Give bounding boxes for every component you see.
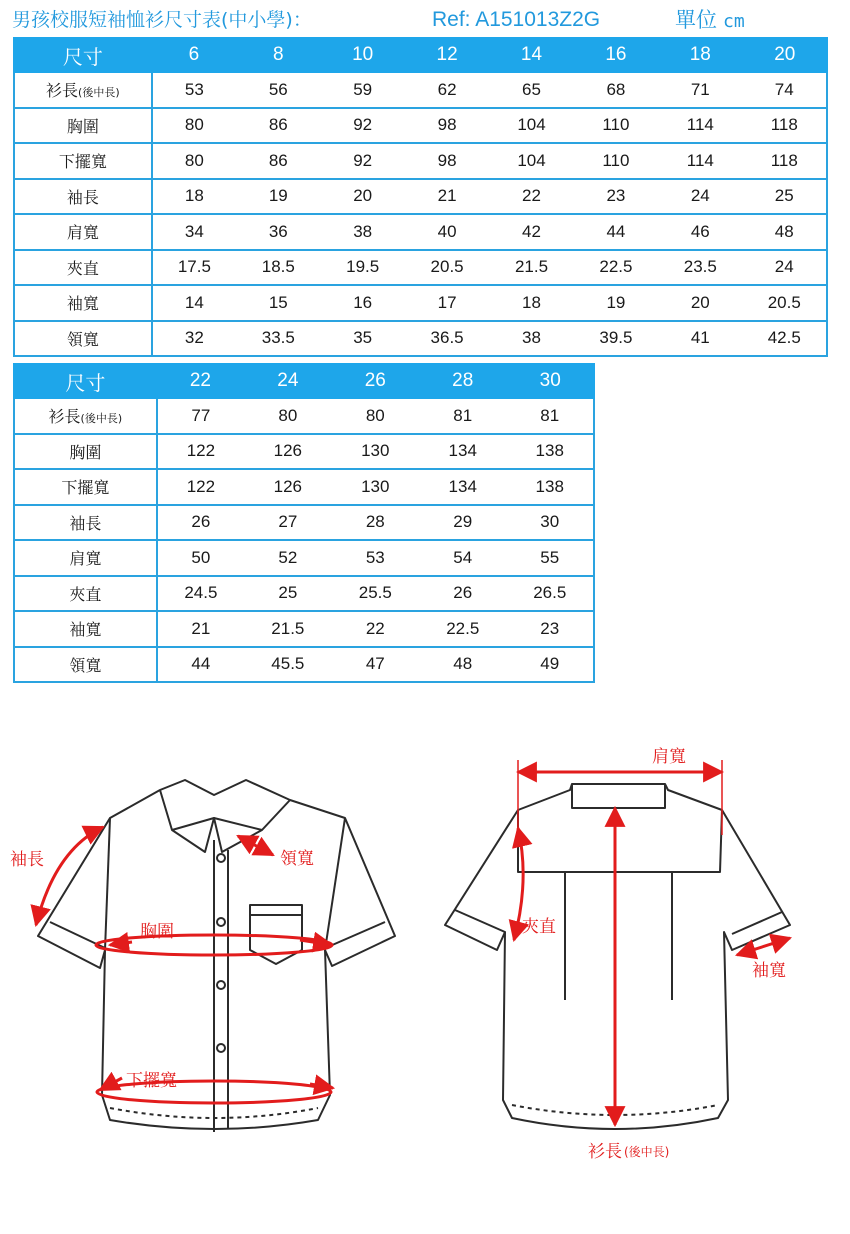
size-column-header: 28 [419, 364, 506, 398]
row-label-text: 肩寬 [69, 549, 102, 569]
table-cell: 49 [506, 647, 594, 683]
table-cell: 62 [405, 72, 489, 108]
table-cell: 26.5 [506, 576, 594, 612]
label-chest: 胸圍 [140, 922, 174, 942]
table-cell: 19 [574, 285, 658, 321]
table-cell: 22.5 [574, 250, 658, 286]
table-cell: 98 [405, 143, 489, 179]
table-cell: 92 [320, 143, 404, 179]
table-cell: 118 [743, 108, 827, 144]
row-label [14, 250, 152, 286]
table-cell: 110 [574, 143, 658, 179]
size-column-header: 8 [236, 38, 320, 72]
sleeve-width-arrow [737, 938, 790, 955]
table-cell: 29 [419, 505, 506, 541]
size-column-header: 12 [405, 38, 489, 72]
table-cell: 53 [152, 72, 236, 108]
row-label [14, 505, 157, 541]
back-shirt-outline [445, 784, 790, 1129]
table-cell: 22 [489, 179, 573, 215]
table-cell: 138 [506, 469, 594, 505]
unit-label: 單位 [675, 8, 717, 32]
table-row [14, 540, 594, 576]
table-cell: 54 [419, 540, 506, 576]
table-row [14, 214, 827, 250]
table-cell: 80 [152, 108, 236, 144]
label-length-small: (後中長) [624, 1145, 670, 1159]
table-cell: 34 [152, 214, 236, 250]
table-cell: 20.5 [743, 285, 827, 321]
table-cell: 44 [574, 214, 658, 250]
chart-title: 男孩校服短袖恤衫尺寸表(中小學)： [12, 9, 312, 31]
label-length-main: 衫長 [588, 1142, 622, 1162]
table-cell: 110 [574, 108, 658, 144]
label-collar-width: 領寬 [280, 849, 314, 869]
table-cell: 26 [419, 576, 506, 612]
table-cell: 104 [489, 143, 573, 179]
table-cell: 35 [320, 321, 404, 357]
table-cell: 126 [244, 434, 331, 470]
table-cell: 33.5 [236, 321, 320, 357]
table-cell: 98 [405, 108, 489, 144]
table-row [14, 505, 594, 541]
size-column-header: 30 [506, 364, 594, 398]
table-cell: 23 [506, 611, 594, 647]
table-cell: 55 [506, 540, 594, 576]
table-cell: 46 [658, 214, 742, 250]
table-cell: 80 [152, 143, 236, 179]
table-cell: 68 [574, 72, 658, 108]
unit-value: cm [723, 11, 745, 32]
table-row [14, 398, 594, 434]
row-label-note: (後中長) [78, 86, 120, 100]
table-cell: 52 [244, 540, 331, 576]
row-label [14, 398, 157, 434]
table-cell: 118 [743, 143, 827, 179]
table-cell: 50 [157, 540, 244, 576]
table-cell: 92 [320, 108, 404, 144]
table-cell: 18 [152, 179, 236, 215]
table-cell: 22 [332, 611, 419, 647]
row-label [14, 434, 157, 470]
row-label-text: 胸圍 [66, 116, 99, 136]
label-length [588, 1142, 669, 1162]
row-label-text: 領寬 [69, 655, 102, 675]
chart-title-bar [12, 4, 842, 36]
table-cell: 25 [244, 576, 331, 612]
row-label [14, 611, 157, 647]
row-label-text: 衫長 [46, 81, 79, 101]
table-row [14, 321, 827, 357]
table-row [14, 72, 827, 108]
size-column-header: 16 [574, 38, 658, 72]
table-cell: 19.5 [320, 250, 404, 286]
table-cell: 18 [489, 285, 573, 321]
table-cell: 44 [157, 647, 244, 683]
table-cell: 17 [405, 285, 489, 321]
table-cell: 28 [332, 505, 419, 541]
row-label-text: 袖寬 [69, 620, 102, 640]
table-row [14, 469, 594, 505]
table-cell: 21.5 [244, 611, 331, 647]
table-cell: 56 [236, 72, 320, 108]
row-label-note: (後中長) [80, 412, 123, 426]
table-cell: 47 [332, 647, 419, 683]
row-label-text: 袖寬 [66, 294, 99, 314]
size-table-small [13, 37, 828, 357]
table-cell: 86 [236, 143, 320, 179]
table-cell: 114 [658, 108, 742, 144]
row-label [14, 143, 152, 179]
table-cell: 71 [658, 72, 742, 108]
table-cell: 25 [743, 179, 827, 215]
row-label-text: 胸圍 [69, 442, 102, 462]
size-table-small-header-row [14, 38, 827, 72]
size-column-header: 18 [658, 38, 742, 72]
table-cell: 24 [743, 250, 827, 286]
table-cell: 14 [152, 285, 236, 321]
table-cell: 53 [332, 540, 419, 576]
label-sleeve-width: 袖寬 [752, 961, 786, 981]
table-cell: 21.5 [489, 250, 573, 286]
table-cell: 17.5 [152, 250, 236, 286]
table-cell: 48 [743, 214, 827, 250]
table-row [14, 179, 827, 215]
table-cell: 122 [157, 434, 244, 470]
label-hem-width: 下擺寬 [126, 1071, 177, 1091]
size-header-label: 尺寸 [14, 364, 157, 398]
table-cell: 21 [157, 611, 244, 647]
table-cell: 42 [489, 214, 573, 250]
table-row [14, 285, 827, 321]
size-column-header: 14 [489, 38, 573, 72]
table-cell: 21 [405, 179, 489, 215]
table-cell: 25.5 [332, 576, 419, 612]
row-label [14, 179, 152, 215]
table-cell: 22.5 [419, 611, 506, 647]
sleeve-length-arrow [36, 827, 103, 925]
row-label-text: 衫長 [48, 407, 81, 427]
row-label-text: 領寬 [66, 329, 99, 349]
table-cell: 122 [157, 469, 244, 505]
table-cell: 16 [320, 285, 404, 321]
row-label [14, 576, 157, 612]
row-label [14, 214, 152, 250]
table-cell: 138 [506, 434, 594, 470]
table-cell: 45.5 [244, 647, 331, 683]
table-cell: 23 [574, 179, 658, 215]
row-label-text: 夾直 [66, 258, 99, 278]
table-cell: 81 [419, 398, 506, 434]
table-row [14, 143, 827, 179]
label-sleeve-length: 袖長 [10, 850, 44, 870]
table-row [14, 647, 594, 683]
size-column-header: 24 [244, 364, 331, 398]
table-cell: 126 [244, 469, 331, 505]
size-column-header: 22 [157, 364, 244, 398]
size-table-large [13, 363, 595, 683]
row-label-text: 袖長 [66, 187, 99, 207]
table-cell: 23.5 [658, 250, 742, 286]
table-cell: 20.5 [405, 250, 489, 286]
row-label [14, 469, 157, 505]
table-cell: 36.5 [405, 321, 489, 357]
chest-arrow-left [110, 942, 132, 945]
table-cell: 74 [743, 72, 827, 108]
table-cell: 104 [489, 108, 573, 144]
table-row [14, 434, 594, 470]
table-cell: 65 [489, 72, 573, 108]
table-cell: 38 [489, 321, 573, 357]
size-column-header: 20 [743, 38, 827, 72]
table-cell: 24.5 [157, 576, 244, 612]
unit-indicator [675, 4, 745, 38]
row-label [14, 321, 152, 357]
table-cell: 20 [320, 179, 404, 215]
table-cell: 40 [405, 214, 489, 250]
table-row [14, 108, 827, 144]
row-label-text: 夾直 [69, 584, 102, 604]
label-shoulder-width: 肩寬 [652, 747, 686, 767]
size-column-header: 10 [320, 38, 404, 72]
row-label [14, 647, 157, 683]
reference-code: Ref: A151013Z2G [432, 8, 601, 31]
table-cell: 36 [236, 214, 320, 250]
size-header-label: 尺寸 [14, 38, 152, 72]
table-cell: 24 [658, 179, 742, 215]
table-cell: 77 [157, 398, 244, 434]
table-cell: 80 [244, 398, 331, 434]
table-cell: 81 [506, 398, 594, 434]
table-cell: 130 [332, 434, 419, 470]
label-armhole: 夾直 [522, 917, 556, 937]
table-cell: 26 [157, 505, 244, 541]
row-label-text: 下擺寬 [61, 478, 110, 498]
size-table-large-header-row [14, 364, 594, 398]
collar-width-arrow [238, 836, 273, 855]
row-label [14, 285, 152, 321]
table-cell: 48 [419, 647, 506, 683]
table-cell: 134 [419, 434, 506, 470]
row-label-text: 肩寬 [66, 223, 99, 243]
table-cell: 19 [236, 179, 320, 215]
table-cell: 18.5 [236, 250, 320, 286]
table-cell: 134 [419, 469, 506, 505]
size-column-header: 6 [152, 38, 236, 72]
table-cell: 114 [658, 143, 742, 179]
measurement-diagram [0, 700, 850, 1234]
table-row [14, 611, 594, 647]
table-cell: 32 [152, 321, 236, 357]
table-cell: 38 [320, 214, 404, 250]
row-label [14, 72, 152, 108]
row-label [14, 540, 157, 576]
table-row [14, 576, 594, 612]
table-cell: 20 [658, 285, 742, 321]
row-label-text: 袖長 [69, 513, 102, 533]
table-row [14, 250, 827, 286]
table-cell: 59 [320, 72, 404, 108]
size-column-header: 26 [332, 364, 419, 398]
row-label-text: 下擺寬 [58, 152, 107, 172]
table-cell: 15 [236, 285, 320, 321]
table-cell: 42.5 [743, 321, 827, 357]
table-cell: 30 [506, 505, 594, 541]
table-cell: 39.5 [574, 321, 658, 357]
table-cell: 27 [244, 505, 331, 541]
table-cell: 80 [332, 398, 419, 434]
table-cell: 130 [332, 469, 419, 505]
table-cell: 41 [658, 321, 742, 357]
table-cell: 86 [236, 108, 320, 144]
row-label [14, 108, 152, 144]
